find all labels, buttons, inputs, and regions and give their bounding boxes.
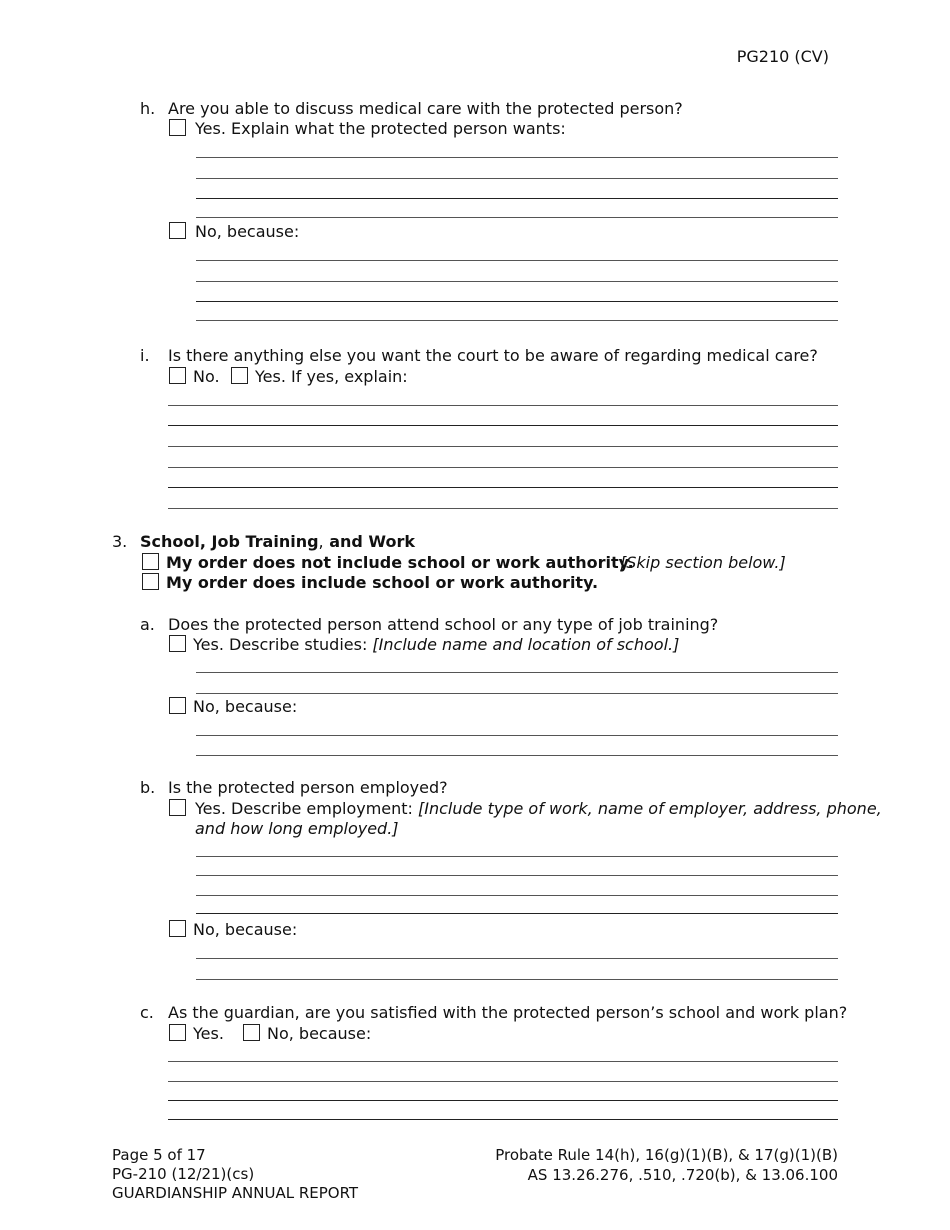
- answer-line[interactable]: [196, 958, 838, 959]
- form-code: PG210 (CV): [736, 47, 829, 66]
- no-checkbox[interactable]: [169, 367, 186, 384]
- answer-line[interactable]: [196, 693, 838, 694]
- yes-label: Yes. If yes, explain:: [255, 367, 408, 386]
- question-letter: a.: [140, 615, 155, 634]
- has-authority-label: My order does include school or work authority.: [166, 573, 599, 592]
- yes-checkbox[interactable]: [169, 119, 186, 136]
- no-checkbox[interactable]: [243, 1024, 260, 1041]
- question-text: Are you able to discuss medical care with the protected person?: [168, 99, 683, 118]
- answer-line[interactable]: [196, 913, 838, 914]
- answer-line[interactable]: [168, 508, 838, 509]
- question-text: As the guardian, are you satisfied with the protected person’s school and work plan?: [168, 1003, 848, 1022]
- form-title: GUARDIANSHIP ANNUAL REPORT: [112, 1184, 359, 1202]
- answer-line[interactable]: [168, 405, 838, 406]
- yes-label: [193, 635, 679, 655]
- no-authority-checkbox[interactable]: [142, 553, 159, 570]
- section-title-comma: ,: [318, 532, 324, 551]
- answer-line[interactable]: [196, 281, 838, 282]
- answer-line[interactable]: [196, 320, 838, 321]
- no-label: No, because:: [193, 920, 298, 939]
- answer-line[interactable]: [196, 856, 838, 857]
- answer-line[interactable]: [168, 1081, 838, 1082]
- section-number: 3.: [112, 532, 128, 551]
- answer-line[interactable]: [168, 467, 838, 468]
- section-title-part2: and Work: [323, 532, 416, 551]
- answer-line[interactable]: [168, 425, 838, 426]
- section-title: [140, 532, 415, 552]
- answer-line[interactable]: [168, 1100, 838, 1101]
- no-checkbox[interactable]: [169, 222, 186, 239]
- no-checkbox[interactable]: [169, 920, 186, 937]
- probate-rule: Probate Rule 14(h), 16(g)(1)(B), & 17(g)(1)(B): [495, 1146, 838, 1164]
- question-letter: i.: [140, 346, 150, 365]
- yes-label: Yes.: [193, 1024, 224, 1043]
- page-number: Page 5 of 17: [112, 1146, 206, 1164]
- answer-line[interactable]: [196, 735, 838, 736]
- answer-line[interactable]: [196, 157, 838, 158]
- answer-line[interactable]: [196, 672, 838, 673]
- statute-reference: AS 13.26.276, .510, .720(b), & 13.06.100: [527, 1166, 838, 1184]
- question-text: Does the protected person attend school or any type of job training?: [168, 615, 719, 634]
- no-label: No, because:: [193, 697, 298, 716]
- answer-line[interactable]: [168, 446, 838, 447]
- no-authority-label: My order does not include school or work authority.: [166, 553, 634, 572]
- no-label: No, because:: [267, 1024, 372, 1043]
- yes-label: Yes. Explain what the protected person wants:: [195, 119, 566, 138]
- has-authority-checkbox[interactable]: [142, 573, 159, 590]
- answer-line[interactable]: [196, 260, 838, 261]
- yes-checkbox[interactable]: [169, 1024, 186, 1041]
- yes-note-line2: and how long employed.]: [195, 819, 399, 838]
- answer-line[interactable]: [196, 755, 838, 756]
- yes-label: [195, 799, 882, 819]
- no-checkbox[interactable]: [169, 697, 186, 714]
- skip-note: [Skip section below.]: [620, 553, 786, 572]
- answer-line[interactable]: [196, 979, 838, 980]
- answer-line[interactable]: [196, 198, 838, 199]
- question-letter: b.: [140, 778, 156, 797]
- answer-line[interactable]: [196, 217, 838, 218]
- question-text: Is the protected person employed?: [168, 778, 448, 797]
- answer-line[interactable]: [196, 895, 838, 896]
- answer-line[interactable]: [196, 178, 838, 179]
- yes-text: Yes. Describe studies:: [193, 635, 368, 654]
- yes-checkbox[interactable]: [169, 635, 186, 652]
- yes-checkbox[interactable]: [169, 799, 186, 816]
- form-id: PG-210 (12/21)(cs): [112, 1165, 255, 1183]
- answer-line[interactable]: [196, 875, 838, 876]
- yes-note: [Include name and location of school.]: [372, 635, 680, 654]
- yes-text: Yes. Describe employment:: [195, 799, 413, 818]
- section-title-part1: School, Job Training: [140, 532, 319, 551]
- answer-line[interactable]: [168, 1119, 838, 1120]
- question-letter: h.: [140, 99, 156, 118]
- yes-checkbox[interactable]: [231, 367, 248, 384]
- yes-note-line1: [Include type of work, name of employer, address, phone,: [418, 799, 882, 818]
- answer-line[interactable]: [168, 1061, 838, 1062]
- no-label: No.: [193, 367, 220, 386]
- answer-line[interactable]: [168, 487, 838, 488]
- question-text: Is there anything else you want the court to be aware of regarding medical care?: [168, 346, 818, 365]
- question-letter: c.: [140, 1003, 154, 1022]
- answer-line[interactable]: [196, 301, 838, 302]
- no-label: No, because:: [195, 222, 300, 241]
